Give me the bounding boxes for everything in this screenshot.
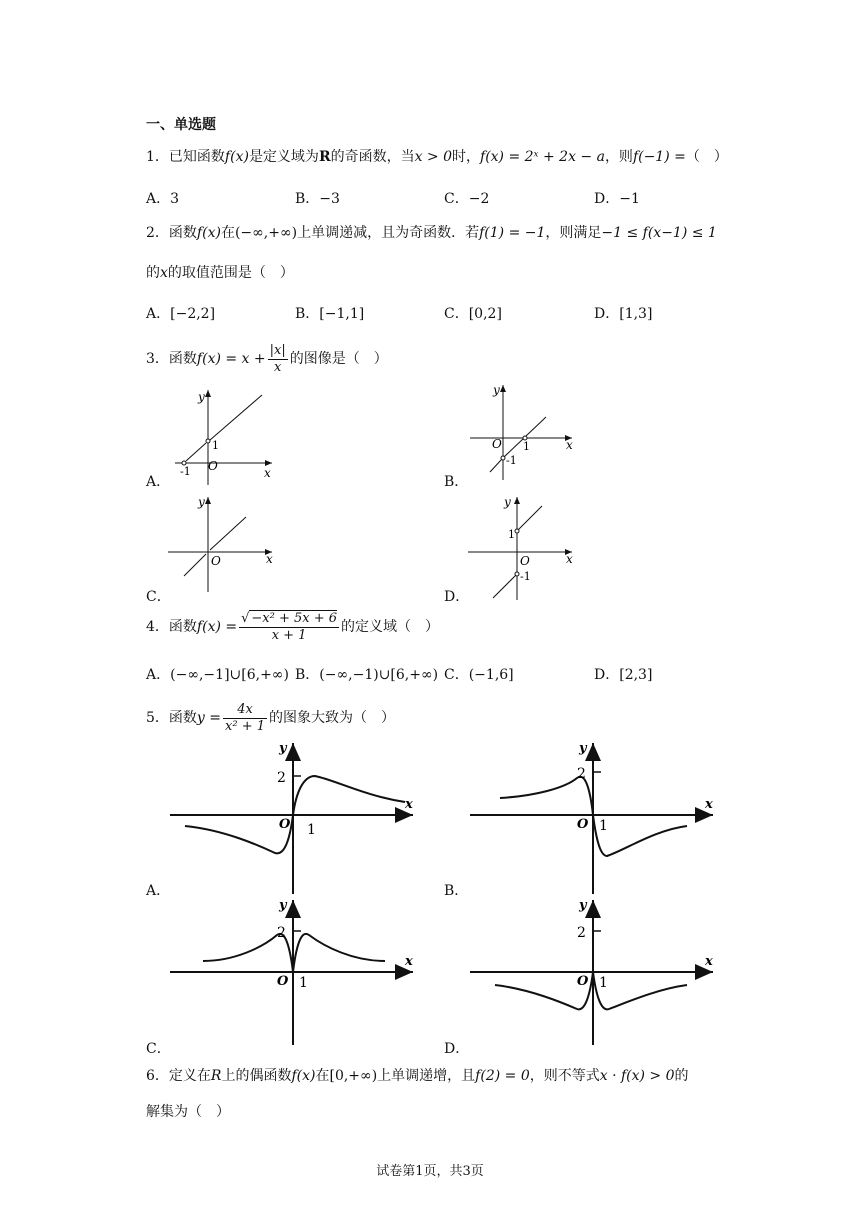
- question-2-stem-line1: [146, 223, 717, 243]
- open-point: [501, 456, 505, 460]
- option-value: −1: [619, 191, 640, 207]
- tick-label: 1: [599, 818, 608, 834]
- question-6-stem-line1: [146, 1066, 689, 1086]
- q1-text-e: ，则: [604, 149, 633, 165]
- option-label: D．: [594, 191, 620, 207]
- q1-text-d: 时，: [452, 149, 481, 165]
- tick-label: 2: [277, 770, 286, 786]
- tick-label: 1: [523, 440, 530, 453]
- q2-text-f: 的取值范围是（ ）: [167, 265, 294, 281]
- option-label: A．: [146, 474, 171, 490]
- q3-option-d[interactable]: [444, 586, 469, 606]
- origin-label: O: [277, 974, 289, 989]
- x-label: x: [566, 552, 573, 566]
- q6-text-e: ，则不等式: [529, 1068, 600, 1084]
- y-label: y: [198, 495, 205, 509]
- x-label: x: [705, 954, 713, 969]
- tick-label: 1: [307, 822, 316, 838]
- option-label: A．: [146, 306, 171, 322]
- q3-option-a[interactable]: [146, 471, 170, 491]
- q4-frac-num: −x² + 5x + 6: [251, 610, 338, 626]
- q5-option-c[interactable]: [146, 1038, 171, 1058]
- section-title: 一、单选题: [146, 117, 216, 133]
- q5-frac-den: x² + 1: [225, 718, 265, 734]
- q6-var-r: R: [210, 1068, 222, 1084]
- question-6-stem-line2: 解集为（ ）: [146, 1104, 230, 1120]
- tick-label: -1: [520, 570, 531, 583]
- tick-label: 2: [277, 925, 286, 941]
- origin-label: O: [492, 437, 502, 451]
- option-value: [−1,1]: [319, 306, 365, 322]
- origin-label: O: [577, 974, 589, 989]
- q4-option-a[interactable]: [146, 664, 289, 684]
- tick-label: 2: [577, 925, 586, 941]
- option-value: (−∞,−1)∪[6,+∞): [319, 667, 439, 683]
- option-label: B．: [295, 667, 320, 683]
- option-label: C．: [444, 667, 469, 683]
- graph-curve: [495, 972, 687, 1009]
- option-label: C．: [146, 589, 171, 605]
- graph-line-upper: [210, 517, 246, 550]
- q6-text-c: 在: [315, 1068, 330, 1084]
- q4-fraction: [239, 611, 339, 644]
- q1-formula: f(x) = 2ˣ + 2x − a: [480, 149, 605, 165]
- q4-option-c[interactable]: [444, 664, 514, 684]
- q1-text-f: （ ）: [685, 149, 728, 165]
- q3-option-b[interactable]: [444, 471, 468, 491]
- q3-text-a: 3．函数: [146, 351, 197, 367]
- tick-label: 2: [577, 766, 586, 782]
- q2-given: f(1) = −1: [479, 225, 546, 241]
- x-label: x: [705, 797, 713, 812]
- graph-line-upper: [210, 395, 262, 440]
- option-label: D．: [594, 306, 620, 322]
- x-label: x: [566, 438, 573, 452]
- option-label: B．: [295, 306, 320, 322]
- q3-graph-a: [160, 385, 290, 485]
- option-value: [0,2]: [468, 306, 502, 322]
- origin-label: O: [520, 554, 530, 568]
- q1-text-c: 的奇函数，当: [330, 149, 415, 165]
- q3-fraction: [268, 343, 288, 376]
- q6-inequality: x · f(x) > 0: [599, 1068, 675, 1084]
- x-label: x: [405, 954, 413, 969]
- graph-line-lower: [186, 443, 206, 461]
- question-1-stem: [146, 147, 728, 167]
- question-4-stem: [146, 609, 439, 645]
- graph-line-lower: [490, 459, 502, 472]
- option-value: 3: [170, 191, 180, 207]
- origin-label: O: [577, 817, 589, 832]
- q3-graph-d: [460, 492, 590, 600]
- option-label: A．: [146, 191, 171, 207]
- option-value: [1,3]: [619, 306, 653, 322]
- q5-lhs: y =: [196, 710, 222, 726]
- tick-label: 1: [508, 528, 515, 541]
- x-label: x: [405, 797, 413, 812]
- q2-text-c: 上单调递减，且为奇函数．若: [297, 225, 480, 241]
- q6-fx: f(x): [291, 1068, 316, 1084]
- q5-graph-c: [165, 895, 425, 1045]
- q6-text-f: 的: [674, 1068, 689, 1084]
- tick-label: 1: [599, 975, 608, 991]
- option-label: C．: [444, 191, 469, 207]
- tick-label: 1: [212, 439, 219, 452]
- y-label: y: [504, 495, 511, 509]
- option-label: B．: [444, 883, 469, 899]
- q2-option-d[interactable]: [594, 303, 652, 323]
- graph-line-lower: [184, 554, 206, 576]
- x-label: x: [266, 552, 273, 566]
- q3-lhs: f(x) = x +: [196, 351, 266, 367]
- option-label: B．: [295, 191, 320, 207]
- tick-label: 1: [299, 975, 308, 991]
- q5-graph-a: [165, 738, 425, 894]
- q1-condition: x > 0: [414, 149, 453, 165]
- q6-text-a: 6．定义在: [146, 1068, 211, 1084]
- q2-text-b: 在: [220, 225, 235, 241]
- q5-option-d[interactable]: [444, 1038, 469, 1058]
- option-label: A．: [146, 667, 171, 683]
- q2-interval: (−∞,+∞): [234, 225, 298, 241]
- q4-frac-num-wrap: √ −x² + 5x + 6: [241, 610, 338, 626]
- q3-text-b: 的图像是（ ）: [289, 351, 388, 367]
- tick-label: -1: [180, 465, 191, 478]
- q3-graph-c: [160, 492, 290, 592]
- q6-interval: [0,+∞): [329, 1068, 378, 1084]
- option-label: D．: [444, 589, 470, 605]
- tick-label: -1: [506, 454, 517, 467]
- graph-line-lower: [493, 575, 516, 598]
- q6-given: f(2) = 0: [475, 1068, 530, 1084]
- option-label: A．: [146, 883, 171, 899]
- question-3-stem: [146, 342, 388, 376]
- q1-option-b[interactable]: [295, 188, 340, 208]
- q1-option-d[interactable]: [594, 188, 640, 208]
- q5-fraction: [223, 702, 267, 735]
- option-label: D．: [444, 1041, 470, 1057]
- x-label: x: [264, 466, 271, 480]
- open-point: [515, 572, 519, 576]
- q4-frac-den: x + 1: [271, 627, 307, 643]
- option-value: −3: [319, 191, 340, 207]
- graph-line-upper: [526, 417, 546, 436]
- graph-line-upper: [518, 506, 542, 530]
- q4-option-d[interactable]: [594, 664, 652, 684]
- option-value: [2,3]: [619, 667, 653, 683]
- q1-option-a[interactable]: [146, 188, 179, 208]
- open-point: [206, 439, 210, 443]
- q1-domain-symbol: R: [318, 149, 331, 165]
- y-label: y: [279, 741, 287, 756]
- origin-label: O: [208, 459, 218, 473]
- q1-ask: f(−1) =: [632, 149, 686, 165]
- y-label: y: [579, 898, 587, 913]
- option-value: [−2,2]: [170, 306, 216, 322]
- q3-graph-b: [460, 380, 590, 480]
- q2-fx: f(x): [196, 225, 221, 241]
- q2-inequality: −1 ≤ f(x−1) ≤ 1: [601, 225, 717, 241]
- q2-var: x: [160, 265, 168, 281]
- q2-option-c[interactable]: [444, 303, 502, 323]
- q2-text-d: ，则满足: [545, 225, 602, 241]
- option-label: C．: [146, 1041, 171, 1057]
- y-label: y: [493, 383, 500, 397]
- q6-text-d: 上单调递增，且: [377, 1068, 476, 1084]
- question-5-stem: [146, 700, 395, 736]
- option-label: B．: [444, 474, 469, 490]
- y-label: y: [198, 390, 205, 404]
- q2-text-a: 2．函数: [146, 225, 197, 241]
- q3-frac-den: x: [274, 359, 282, 375]
- q2-option-b[interactable]: [295, 303, 364, 323]
- open-point: [515, 529, 519, 533]
- q5-text-a: 5．函数: [146, 710, 197, 726]
- q1-option-c[interactable]: [444, 188, 489, 208]
- option-label: D．: [594, 667, 620, 683]
- y-label: y: [579, 741, 587, 756]
- q5-text-b: 的图象大致为（ ）: [269, 710, 395, 726]
- origin-label: O: [211, 554, 221, 568]
- y-label: y: [279, 898, 287, 913]
- q4-text-b: 的定义域（ ）: [341, 619, 440, 635]
- q3-frac-num: |x|: [269, 342, 286, 358]
- option-value: (−∞,−1]∪[6,+∞): [170, 667, 289, 683]
- q5-graph-d: [465, 895, 725, 1045]
- option-value: (−1,6]: [468, 667, 514, 683]
- question-2-stem-line2: [146, 263, 294, 283]
- q6-text-b: 上的偶函数: [221, 1068, 292, 1084]
- q4-text-a: 4．函数: [146, 619, 197, 635]
- option-label: C．: [444, 306, 469, 322]
- q4-option-b[interactable]: [295, 664, 438, 684]
- q2-text-e: 的: [146, 265, 160, 281]
- page-footer: 试卷第1页，共3页: [376, 1164, 484, 1179]
- q2-option-a[interactable]: [146, 303, 215, 323]
- q1-text-b: 是定义域为: [248, 149, 319, 165]
- option-value: −2: [468, 191, 490, 207]
- q1-fx: f(x): [224, 149, 249, 165]
- q5-graph-b: [465, 738, 725, 894]
- q4-lhs: f(x) =: [196, 619, 238, 635]
- q3-option-c[interactable]: [146, 586, 171, 606]
- origin-label: O: [279, 817, 291, 832]
- q5-frac-num: 4x: [223, 702, 267, 719]
- q1-text: 1．已知函数: [146, 149, 225, 165]
